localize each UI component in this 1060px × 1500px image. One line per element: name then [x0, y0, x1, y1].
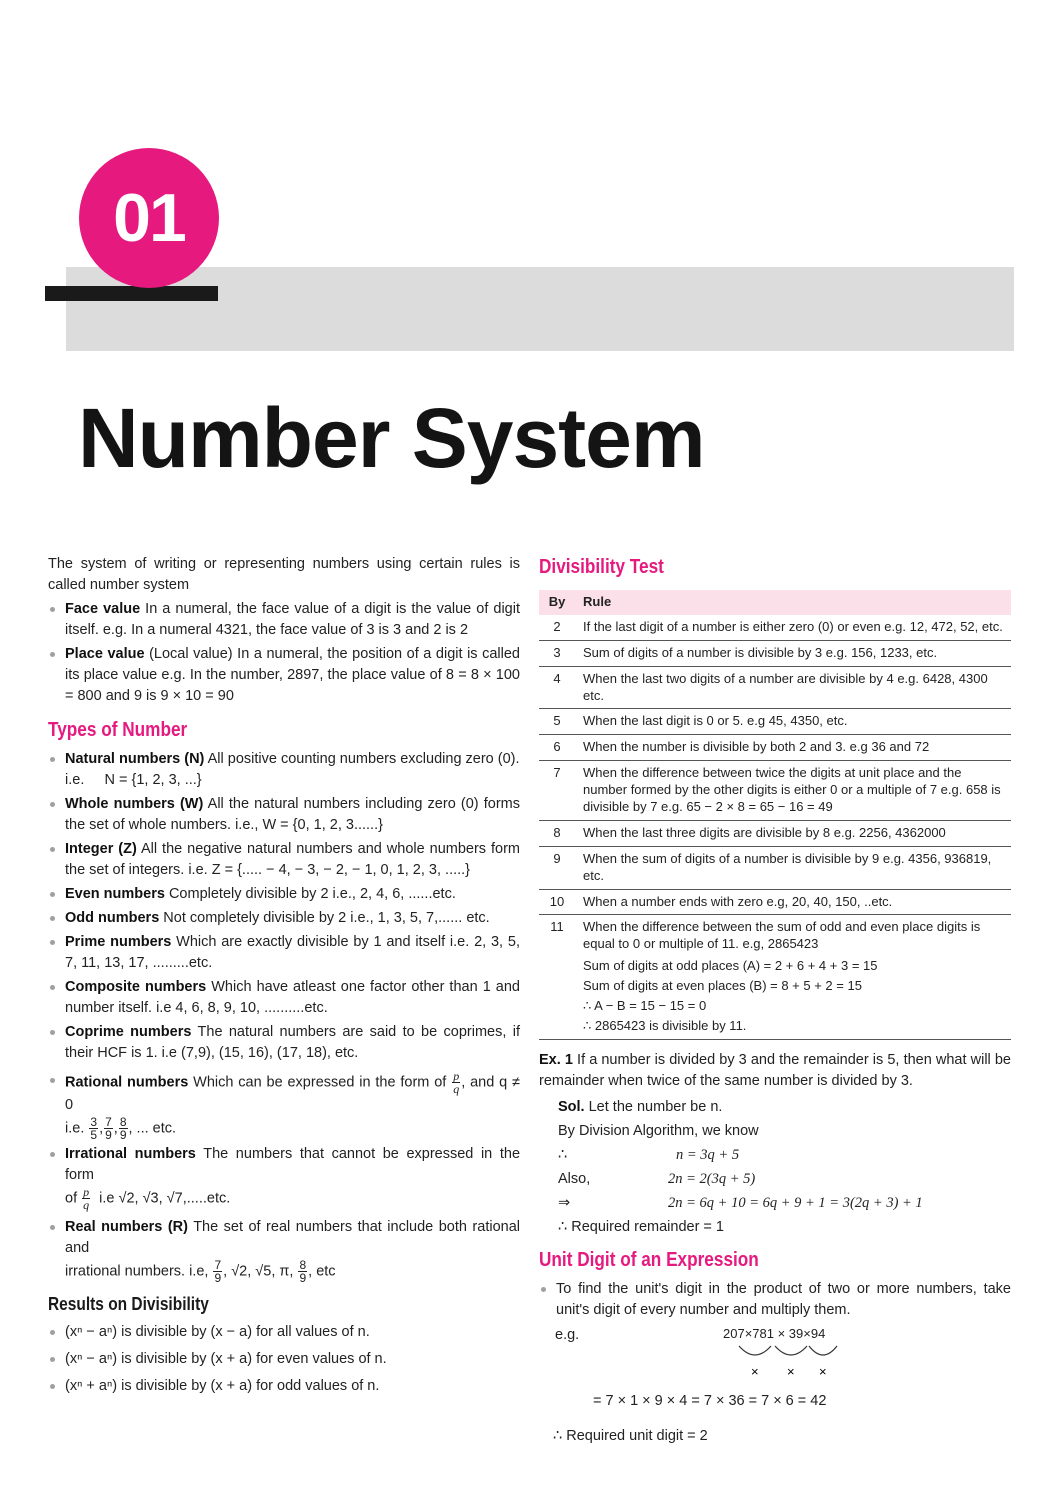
cell-by: 3 [539, 640, 575, 666]
cell-by: 6 [539, 735, 575, 761]
term: Irrational numbers [65, 1146, 196, 1163]
etc-text: , ... etc. [128, 1120, 177, 1137]
unit-digit-heading: Unit Digit of an Expression [539, 1248, 759, 1271]
list-item [48, 599, 520, 641]
definition: The numbers that cannot be expressed in the form [65, 1146, 521, 1184]
cell-rule: When the difference between twice the digits at unit place and the number formed by the other digits is either 0 or a multiple of 7 e.g. 658 is divisible by 7 e.g. 65 − 2 × 8 = 65 − 16 = 49 [575, 761, 1011, 821]
fraction: $\frac{p}{q}$ [83, 1185, 90, 1213]
rule-step: ∴ 2865423 is divisible by 11. [583, 1017, 747, 1033]
unit-digit-product: = 7 × 1 × 9 × 4 = 7 × 36 = 7 × 6 = 42 [593, 1392, 827, 1409]
table-header-row [539, 590, 1011, 615]
rule-step: ∴ A − B = 15 − 15 = 0 [583, 998, 707, 1014]
solution-line: By Division Algorithm, we know [558, 1122, 759, 1139]
etc-text: , etc [308, 1263, 336, 1280]
list-item [48, 839, 520, 881]
term: Whole numbers (W) [65, 796, 204, 813]
chapter-header-band [66, 267, 1014, 351]
fraction: $\frac{8}{9}$ [299, 1258, 307, 1286]
table-row [539, 666, 1011, 709]
definition: Completely divisible by 2 i.e., 2, 4, 6, ......etc. [164, 886, 456, 903]
cell-by: 5 [539, 709, 575, 735]
cell-rule: When a number ends with zero e.g, 20, 40, 150, ..etc. [575, 889, 1011, 915]
definition: All the natural numbers including zero (0) forms the set of whole numbers. i.e., W = {0, 1, 2, 3......} [65, 796, 520, 834]
intro-list [48, 599, 520, 707]
definition: Not completely divisible by 2 i.e., 1, 3, 5, 7,...... etc. [159, 910, 490, 927]
left-column [48, 554, 520, 1397]
list-item [48, 908, 520, 929]
unit-digit-example [539, 1325, 1011, 1381]
list-item: To find the unit's digit in the product of two or more numbers, take unit's digit of every number and multiply them. [539, 1279, 1011, 1321]
solution-result: ∴ Required remainder = 1 [558, 1218, 724, 1235]
term: Coprime numbers [65, 1024, 192, 1041]
step-equation: n = 3q + 5 [676, 1146, 740, 1163]
example-text: If a number is divided by 3 and the remainder is 5, then what will be remainder when twice of the same number is divided by 3. [539, 1051, 1011, 1089]
solution [539, 1097, 1011, 1238]
definition: Which are exactly divisible by 1 and itself i.e. 2, 3, 5, 7, 11, 13, 17, .........etc. [65, 934, 520, 972]
step-equation: 2n = 2(3q + 5) [668, 1170, 756, 1187]
table-row [539, 820, 1011, 846]
table-row [539, 640, 1011, 666]
cell-by: 11 [539, 915, 575, 1039]
cell-by: 9 [539, 846, 575, 889]
definition: In a numeral, the face value of a digit is the value of digit itself. e.g. In a numeral 4321, the face value of 3 is 3 and 2 is 2 [65, 601, 520, 639]
chapter-number-badge [79, 148, 219, 288]
solution-step [558, 1193, 1011, 1214]
list-item [48, 932, 520, 974]
definition: Which can be expressed in the form of [188, 1074, 452, 1091]
solution-line [558, 1097, 1011, 1118]
svg-text:×: × [819, 1363, 827, 1379]
cell-by: 4 [539, 666, 575, 709]
list-item [48, 1022, 520, 1064]
definition-line2: i.e. N = {1, 2, 3, ...} [65, 772, 202, 789]
chapter-number: 01 [113, 180, 185, 256]
fraction: $\frac{3}{5}$ [90, 1115, 98, 1143]
step-marker: Also, [558, 1170, 591, 1187]
cell-rule: When the last digit is 0 or 5. e.g 45, 4350, etc. [575, 709, 1011, 735]
examples: , √2, √5, π, [223, 1263, 298, 1280]
list-item [48, 1217, 520, 1284]
eg-label: e.g. [555, 1326, 580, 1343]
cell-rule: When the last two digits of a number are divisible by 4 e.g. 6428, 4300 etc. [575, 666, 1011, 709]
table-row [539, 615, 1011, 640]
rule-step: Sum of digits at odd places (A) = 2 + 6 + 4 + 3 = 15 [583, 958, 878, 974]
term: Rational numbers [65, 1074, 189, 1091]
list-item [48, 1144, 520, 1211]
term: Even numbers [65, 886, 165, 903]
table-row [539, 915, 1011, 1039]
column-header-by: By [539, 590, 575, 615]
fraction: $\frac{7}{9}$ [214, 1258, 222, 1286]
solution-label: Sol. [558, 1098, 585, 1115]
term: Integer (Z) [65, 841, 137, 858]
term: Prime numbers [65, 934, 172, 951]
term: Natural numbers (N) [65, 751, 205, 768]
solution-text: Let the number be n. [584, 1098, 723, 1115]
list-item [48, 749, 520, 791]
table-row [539, 846, 1011, 889]
list-item: (xⁿ − aⁿ) is divisible by (x + a) for even values of n. [48, 1349, 520, 1370]
results-heading: Results on Divisibility [48, 1294, 209, 1315]
fraction: $\frac{7}{9}$ [105, 1115, 112, 1143]
definition-end: , and q ≠ 0 [65, 1074, 520, 1114]
cell-by: 8 [539, 820, 575, 846]
ie-label: i.e. [65, 1120, 85, 1137]
chapter-header-bar [45, 286, 218, 301]
of-label: of [65, 1190, 78, 1207]
intro-paragraph: The system of writing or representing numbers using certain rules is called number system [48, 556, 520, 594]
examples: i.e √2, √3, √7,.....etc. [91, 1190, 231, 1207]
divisibility-heading: Divisibility Test [539, 556, 664, 578]
cell-by: 10 [539, 889, 575, 915]
cell-by: 2 [539, 615, 575, 640]
list-item: (xⁿ − aⁿ) is divisible by (x − a) for all values of n. [48, 1322, 520, 1343]
term: Place value [65, 646, 145, 663]
example-label: Ex. 1 [539, 1051, 573, 1068]
definition: The set of real numbers that include both rational and [65, 1219, 520, 1257]
term: Real numbers (R) [65, 1219, 188, 1236]
divisibility-table [539, 590, 1011, 1040]
definition: Which have atleast one factor other than 1 and number itself. i.e 4, 6, 8, 9, 10, ..........etc. [65, 979, 520, 1017]
list-item: Rational numbers Which can be expressed in the form of $\frac{p}{q}$ , and q ≠ 0 i.e. $\frac{3}{5}$ , $\frac{7}{9}$ , $\frac{8}{9}$ , ... etc. [48, 1070, 520, 1141]
types-heading: Types of Number [48, 719, 188, 742]
list-item [48, 794, 520, 836]
svg-text:×: × [751, 1363, 759, 1379]
table-row [539, 889, 1011, 915]
cell-rule: When the last three digits are divisible by 8 e.g. 2256, 4362000 [575, 820, 1011, 846]
term: Face value [65, 601, 141, 618]
term: Odd numbers [65, 910, 160, 927]
types-list [48, 749, 520, 1284]
unit-digit-brackets [735, 1342, 845, 1380]
table-row [539, 735, 1011, 761]
step-equation: 2n = 6q + 10 = 6q + 9 + 1 = 3(2q + 3) + 1 [668, 1194, 923, 1211]
list-item [48, 977, 520, 1019]
fraction: $\frac{8}{9}$ [119, 1115, 127, 1143]
results-list [48, 1322, 520, 1397]
definition: (Local value) In a numeral, the position of a digit is called its place value e.g. In the number, 2897, the place value of 8 = 8 × 100 = 800 and 9 is 9 × 10 = 90 [65, 646, 520, 705]
term: Composite numbers [65, 979, 207, 996]
column-header-rule: Rule [575, 590, 1011, 615]
right-column [539, 553, 1011, 1447]
cell-by: 7 [539, 761, 575, 821]
rule-step: Sum of digits at even places (B) = 8 + 5 + 2 = 15 [583, 978, 862, 994]
expression: 207×781 × 39×94 [723, 1325, 826, 1341]
unit-digit-result: ∴ Required unit digit = 2 [553, 1427, 708, 1444]
table-row [539, 709, 1011, 735]
definition: All the negative natural numbers and whole numbers form the set of integers. i.e. Z = {..... − 4, − 3, − 2, − 1, 0, 1, 2, 3, .....} [65, 841, 521, 879]
example-1 [539, 1050, 1011, 1092]
cell-rule: When the sum of digits of a number is divisible by 9 e.g. 4356, 936819, etc. [575, 846, 1011, 889]
fraction: $\frac{p}{q}$ [453, 1069, 460, 1097]
definition-line2: irrational numbers. i.e, [65, 1263, 213, 1280]
solution-step [558, 1145, 1011, 1166]
cell-rule: When the number is divisible by both 2 and 3. e.g 36 and 72 [575, 735, 1011, 761]
unit-digit-list [539, 1279, 1011, 1321]
solution-step [558, 1169, 1011, 1190]
definition: All positive counting numbers excluding zero (0). [204, 751, 520, 768]
list-item: (xⁿ + aⁿ) is divisible by (x + a) for odd values of n. [48, 1376, 520, 1397]
step-marker: ∴ [558, 1146, 568, 1163]
step-marker: ⇒ [558, 1194, 571, 1211]
list-item [48, 884, 520, 905]
rule-text: When the difference between the sum of odd and even place digits is equal to 0 or multiple of 11. e.g, 2865423 [583, 919, 981, 952]
cell-rule: Sum of digits of a number is divisible by 3 e.g. 156, 1233, etc. [575, 640, 1011, 666]
table-row [539, 761, 1011, 821]
list-item [48, 644, 520, 707]
cell-rule [575, 915, 1011, 1039]
svg-text:×: × [787, 1363, 795, 1379]
chapter-title: Number System [78, 391, 705, 485]
cell-rule: If the last digit of a number is either zero (0) or even e.g. 12, 472, 52, etc. [575, 615, 1011, 640]
definition: The natural numbers are said to be coprimes, if their HCF is 1. i.e (7,9), (15, 16), (17, 18), etc. [65, 1024, 520, 1062]
